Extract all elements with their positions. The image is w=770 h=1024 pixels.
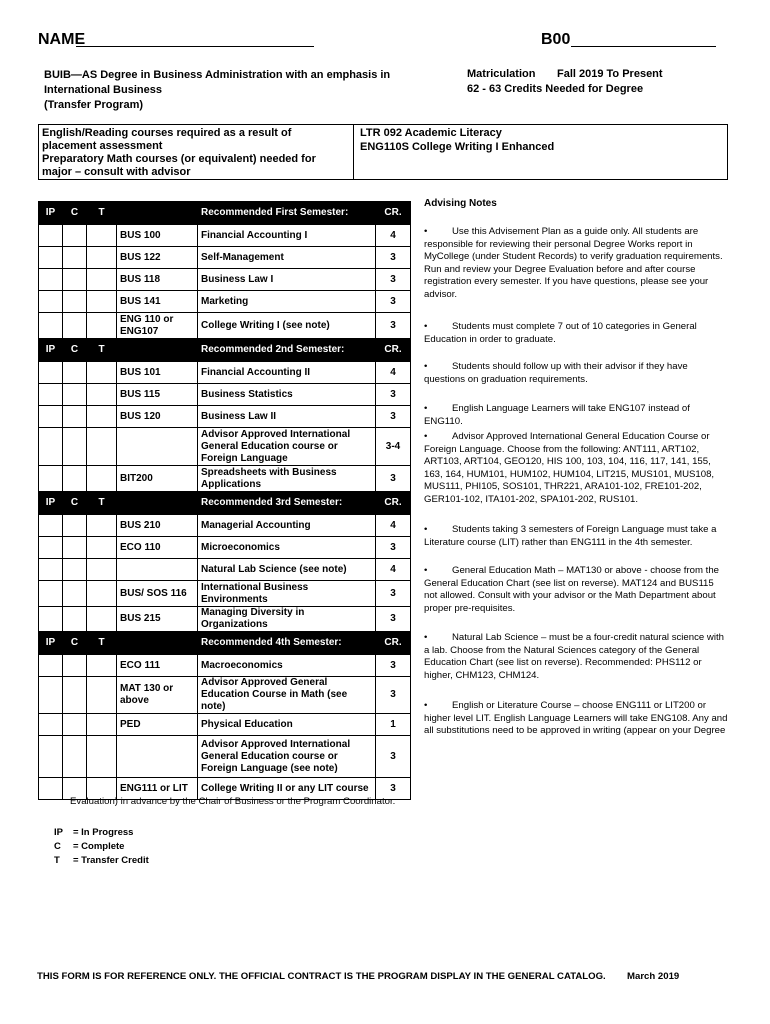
course-row xyxy=(39,406,411,428)
advising-note-text: Students must complete 7 out of 10 categories in General Education in order to graduate. xyxy=(424,321,697,345)
advising-note-text: Advisor Approved International General Education Course or Foreign Language. Choose from the following: ANT111, ART102, ART103, ART104, GEO120, HIS 100, 103, 104, 116, 117, 141, 155, 163, 164, HUM101, HUM102, HUM104, LIT215, MUS101, MUS108, MUS111, PHI105, SOS101, THR221, ARA101-102, FRE101-202, GER101-102, ITA101-202, SPA101-202, RUS101. xyxy=(424,431,715,505)
course-code: MAT 130 or above xyxy=(117,677,198,714)
course-title: Advisor Approved General Education Course in Math (see note) xyxy=(198,677,376,714)
legend-key: T xyxy=(54,855,60,866)
status-t-cell[interactable] xyxy=(87,384,117,406)
course-code: ECO 111 xyxy=(117,655,198,677)
status-c-cell[interactable] xyxy=(63,714,87,736)
course-credits: 3 xyxy=(376,313,411,339)
status-t-cell[interactable] xyxy=(87,581,117,607)
status-c-cell[interactable] xyxy=(63,247,87,269)
status-c-cell[interactable] xyxy=(63,225,87,247)
placement-right xyxy=(360,126,554,154)
status-ip-cell[interactable] xyxy=(39,225,63,247)
status-c-cell[interactable] xyxy=(63,559,87,581)
course-credits: 3 xyxy=(376,466,411,492)
col-cr-header: CR. xyxy=(376,492,411,515)
advising-note xyxy=(424,403,729,428)
col-code-header xyxy=(117,202,198,225)
col-code-header xyxy=(117,632,198,655)
course-code: BUS 122 xyxy=(117,247,198,269)
course-credits: 3 xyxy=(376,677,411,714)
bullet-icon: • xyxy=(424,226,428,237)
course-row xyxy=(39,537,411,559)
advising-note-text: English or Literature Course – choose ENG111 or LIT200 or higher level LIT. English Language Learners will take ENG108. Any and all substitutions need to be approved in writing (appear on your Degree xyxy=(424,700,728,737)
course-title: Business Law I xyxy=(198,269,376,291)
course-credits: 3 xyxy=(376,655,411,677)
col-c-header: C xyxy=(63,632,87,655)
program-title xyxy=(44,68,390,113)
advising-note xyxy=(424,431,729,507)
status-c-cell[interactable] xyxy=(63,362,87,384)
name-field[interactable] xyxy=(76,30,314,47)
bullet-icon: • xyxy=(424,524,428,535)
status-ip-cell[interactable] xyxy=(39,778,63,800)
advising-note-text: Use this Advisement Plan as a guide only. All students are responsible for reviewing their personal Degree Works report in MyCollege (under Student Records) to verify graduation requirements. Run and review your Degree Evaluation before and after course registration every semester. If you have questions, please see your advisor. xyxy=(424,226,723,300)
status-c-cell[interactable] xyxy=(63,269,87,291)
course-title: Advisor Approved International General Education course or Foreign Language (see note) xyxy=(198,736,376,778)
course-code: ECO 110 xyxy=(117,537,198,559)
status-ip-cell[interactable] xyxy=(39,269,63,291)
advising-note-text: General Education Math – MAT130 or above - choose from the General Education Chart (see list on reverse). MAT124 and BUS115 not allowed. Consult with your advisor or the Math Department about proper pre-requisites. xyxy=(424,565,719,614)
advising-note-text: Students taking 3 semesters of Foreign Language must take a Literature course (LIT) rather than ENG111 in the 4th semester. xyxy=(424,524,717,548)
col-c-header: C xyxy=(63,202,87,225)
program-line-3: (Transfer Program) xyxy=(44,99,144,111)
course-code: PED xyxy=(117,714,198,736)
semester-title: Recommended First Semester: xyxy=(198,202,376,225)
placement-divider xyxy=(353,125,354,179)
legend-key: IP xyxy=(54,827,63,838)
advising-note-text: Students should follow up with their advisor if they have questions on graduation requirements. xyxy=(424,361,688,385)
status-t-cell[interactable] xyxy=(87,428,117,466)
course-code: BUS/ SOS 116 xyxy=(117,581,198,607)
course-credits: 3 xyxy=(376,384,411,406)
bullet-icon: • xyxy=(424,565,428,576)
status-c-cell[interactable] xyxy=(63,607,87,632)
course-code: ENG 110 or ENG107 xyxy=(117,313,198,339)
legend-row xyxy=(54,841,157,853)
name-label: NAME xyxy=(38,31,86,48)
status-ip-cell[interactable] xyxy=(39,655,63,677)
course-row xyxy=(39,581,411,607)
course-title: Microeconomics xyxy=(198,537,376,559)
status-ip-cell[interactable] xyxy=(39,406,63,428)
legend-row xyxy=(54,827,157,839)
student-id-label: B00 xyxy=(541,31,571,48)
legend-desc: = In Progress xyxy=(72,827,134,838)
course-title: Financial Accounting I xyxy=(198,225,376,247)
legend-row xyxy=(54,855,157,867)
status-t-cell[interactable] xyxy=(87,291,117,313)
course-code xyxy=(117,428,198,466)
status-c-cell[interactable] xyxy=(63,581,87,607)
footer-date: March 2019 xyxy=(627,971,680,982)
course-credits: 3-4 xyxy=(376,428,411,466)
course-title: Financial Accounting II xyxy=(198,362,376,384)
status-ip-cell[interactable] xyxy=(39,537,63,559)
status-t-cell[interactable] xyxy=(87,537,117,559)
legend-desc: = Transfer Credit xyxy=(72,855,149,866)
col-t-header: T xyxy=(87,492,117,515)
semester-header-row xyxy=(39,339,411,362)
course-row xyxy=(39,515,411,537)
course-code: BUS 215 xyxy=(117,607,198,632)
bullet-icon: • xyxy=(424,700,428,711)
bullet-icon: • xyxy=(424,632,428,643)
course-title: Advisor Approved International General Education course or Foreign Language xyxy=(198,428,376,466)
course-credits: 4 xyxy=(376,559,411,581)
course-title: Macroeconomics xyxy=(198,655,376,677)
semester-header-row xyxy=(39,632,411,655)
semester-title: Recommended 3rd Semester: xyxy=(198,492,376,515)
col-t-header: T xyxy=(87,202,117,225)
status-c-cell[interactable] xyxy=(63,677,87,714)
status-ip-cell[interactable] xyxy=(39,466,63,492)
status-t-cell[interactable] xyxy=(87,466,117,492)
course-title: Business Statistics xyxy=(198,384,376,406)
course-code: BUS 118 xyxy=(117,269,198,291)
course-row xyxy=(39,714,411,736)
col-ip-header: IP xyxy=(39,492,63,515)
status-ip-cell[interactable] xyxy=(39,247,63,269)
status-ip-cell[interactable] xyxy=(39,291,63,313)
course-row xyxy=(39,269,411,291)
status-t-cell[interactable] xyxy=(87,269,117,291)
legend-desc: = Complete xyxy=(72,841,125,852)
status-t-cell[interactable] xyxy=(87,247,117,269)
course-code: BUS 115 xyxy=(117,384,198,406)
advising-note xyxy=(424,321,729,346)
col-cr-header: CR. xyxy=(376,632,411,655)
col-c-header: C xyxy=(63,339,87,362)
course-code: BUS 120 xyxy=(117,406,198,428)
course-credits: 3 xyxy=(376,406,411,428)
status-t-cell[interactable] xyxy=(87,714,117,736)
status-t-cell[interactable] xyxy=(87,313,117,339)
course-credits: 4 xyxy=(376,362,411,384)
status-t-cell[interactable] xyxy=(87,225,117,247)
course-row xyxy=(39,559,411,581)
course-title: International Business Environments xyxy=(198,581,376,607)
placement-right-line-1: LTR 092 Academic Literacy xyxy=(360,127,502,139)
advising-note-text: Natural Lab Science – must be a four-credit natural science with a lab. Choose from the Natural Sciences category of the General Education Chart (see list on reverse). Recommended: PHS112 or higher, CHM123, CHM124. xyxy=(424,632,724,681)
bullet-icon: • xyxy=(424,321,428,332)
status-c-cell[interactable] xyxy=(63,736,87,778)
status-ip-cell[interactable] xyxy=(39,581,63,607)
program-line-2: International Business xyxy=(44,84,162,96)
bullet-icon: • xyxy=(424,361,428,372)
course-credits: 3 xyxy=(376,736,411,778)
col-cr-header: CR. xyxy=(376,202,411,225)
placement-left-line-1: English/Reading courses required as a result of xyxy=(42,127,292,139)
col-c-header: C xyxy=(63,492,87,515)
status-t-cell[interactable] xyxy=(87,406,117,428)
course-row xyxy=(39,736,411,778)
course-title: Managerial Accounting xyxy=(198,515,376,537)
status-ip-cell[interactable] xyxy=(39,714,63,736)
evaluation-line: Evaluation) in advance by the Chair of Business or the Program Coordinator. xyxy=(70,796,396,807)
col-cr-header: CR. xyxy=(376,339,411,362)
course-row xyxy=(39,247,411,269)
program-line-1: BUIB—AS Degree in Business Administration with an emphasis in xyxy=(44,69,391,81)
placement-left-line-3: Preparatory Math courses (or equivalent) needed for xyxy=(42,153,316,165)
col-t-header: T xyxy=(87,339,117,362)
col-code-header xyxy=(117,492,198,515)
course-title: Managing Diversity in Organizations xyxy=(198,607,376,632)
advising-note xyxy=(424,361,729,386)
status-ip-cell[interactable] xyxy=(39,384,63,406)
student-id-field[interactable] xyxy=(571,30,716,47)
course-code: BUS 101 xyxy=(117,362,198,384)
course-title: Spreadsheets with Business Applications xyxy=(198,466,376,492)
course-code: ENG111 or LIT xyxy=(117,778,198,800)
col-ip-header: IP xyxy=(39,202,63,225)
status-c-cell[interactable] xyxy=(63,655,87,677)
course-code xyxy=(117,559,198,581)
course-title: Marketing xyxy=(198,291,376,313)
course-credits: 3 xyxy=(376,537,411,559)
bullet-icon: • xyxy=(424,431,428,442)
status-ip-cell[interactable] xyxy=(39,313,63,339)
status-c-cell[interactable] xyxy=(63,515,87,537)
col-t-header: T xyxy=(87,632,117,655)
course-row xyxy=(39,655,411,677)
course-credits: 3 xyxy=(376,607,411,632)
status-ip-cell[interactable] xyxy=(39,736,63,778)
status-ip-cell[interactable] xyxy=(39,362,63,384)
course-credits: 3 xyxy=(376,269,411,291)
course-code: BUS 141 xyxy=(117,291,198,313)
course-credits: 3 xyxy=(376,291,411,313)
col-ip-header: IP xyxy=(39,632,63,655)
status-ip-cell[interactable] xyxy=(39,559,63,581)
semester-header-row xyxy=(39,202,411,225)
course-credits: 4 xyxy=(376,225,411,247)
status-t-cell[interactable] xyxy=(87,677,117,714)
course-row xyxy=(39,291,411,313)
course-code xyxy=(117,736,198,778)
course-title: College Writing II or any LIT course xyxy=(198,778,376,800)
course-title: Natural Lab Science (see note) xyxy=(198,559,376,581)
status-c-cell[interactable] xyxy=(63,291,87,313)
status-c-cell[interactable] xyxy=(63,428,87,466)
matriculation-value: Fall 2019 To Present xyxy=(557,68,663,80)
col-ip-header: IP xyxy=(39,339,63,362)
status-ip-cell[interactable] xyxy=(39,607,63,632)
advising-note-text: English Language Learners will take ENG107 instead of ENG110. xyxy=(424,403,690,427)
semester-title: Recommended 4th Semester: xyxy=(198,632,376,655)
placement-box xyxy=(38,124,728,180)
placement-left-line-4: major – consult with advisor xyxy=(42,166,191,178)
status-ip-cell[interactable] xyxy=(39,428,63,466)
status-t-cell[interactable] xyxy=(87,607,117,632)
advising-note xyxy=(424,226,729,302)
course-title: College Writing I (see note) xyxy=(198,313,376,339)
status-c-cell[interactable] xyxy=(63,466,87,492)
course-row xyxy=(39,428,411,466)
course-credits: 3 xyxy=(376,247,411,269)
advising-note xyxy=(424,632,729,682)
status-t-cell[interactable] xyxy=(87,655,117,677)
status-legend xyxy=(52,825,159,869)
semester-title: Recommended 2nd Semester: xyxy=(198,339,376,362)
credits-needed: 62 - 63 Credits Needed for Degree xyxy=(467,83,644,95)
semester-header-row xyxy=(39,492,411,515)
course-plan-table xyxy=(38,201,411,800)
course-row xyxy=(39,607,411,632)
course-row xyxy=(39,677,411,714)
status-ip-cell[interactable] xyxy=(39,677,63,714)
status-c-cell[interactable] xyxy=(63,384,87,406)
status-t-cell[interactable] xyxy=(87,362,117,384)
status-c-cell[interactable] xyxy=(63,313,87,339)
placement-left xyxy=(42,127,342,179)
status-c-cell[interactable] xyxy=(63,537,87,559)
advising-note xyxy=(424,524,729,549)
course-row xyxy=(39,362,411,384)
status-t-cell[interactable] xyxy=(87,736,117,778)
status-t-cell[interactable] xyxy=(87,559,117,581)
placement-left-line-2: placement assessment xyxy=(42,140,163,152)
course-code: BIT200 xyxy=(117,466,198,492)
bullet-icon: • xyxy=(424,403,428,414)
course-title: Physical Education xyxy=(198,714,376,736)
advising-notes-heading: Advising Notes xyxy=(424,198,497,209)
course-title: Business Law II xyxy=(198,406,376,428)
course-code: BUS 210 xyxy=(117,515,198,537)
status-t-cell[interactable] xyxy=(87,515,117,537)
course-credits: 3 xyxy=(376,581,411,607)
status-ip-cell[interactable] xyxy=(39,515,63,537)
col-code-header xyxy=(117,339,198,362)
course-row xyxy=(39,384,411,406)
course-credits: 4 xyxy=(376,515,411,537)
advising-note xyxy=(424,700,729,738)
course-row xyxy=(39,225,411,247)
course-code: BUS 100 xyxy=(117,225,198,247)
course-credits: 1 xyxy=(376,714,411,736)
matriculation-label: Matriculation xyxy=(467,68,536,80)
course-credits: 3 xyxy=(376,778,411,800)
advising-note xyxy=(424,565,729,615)
legend-key: C xyxy=(54,841,61,852)
footer-disclaimer: THIS FORM IS FOR REFERENCE ONLY. THE OFFICIAL CONTRACT IS THE PROGRAM DISPLAY IN THE GENERAL CATALOG. xyxy=(37,971,606,982)
placement-right-line-2: ENG110S College Writing I Enhanced xyxy=(360,141,555,153)
status-c-cell[interactable] xyxy=(63,406,87,428)
course-title: Self-Management xyxy=(198,247,376,269)
course-row xyxy=(39,466,411,492)
course-row xyxy=(39,313,411,339)
